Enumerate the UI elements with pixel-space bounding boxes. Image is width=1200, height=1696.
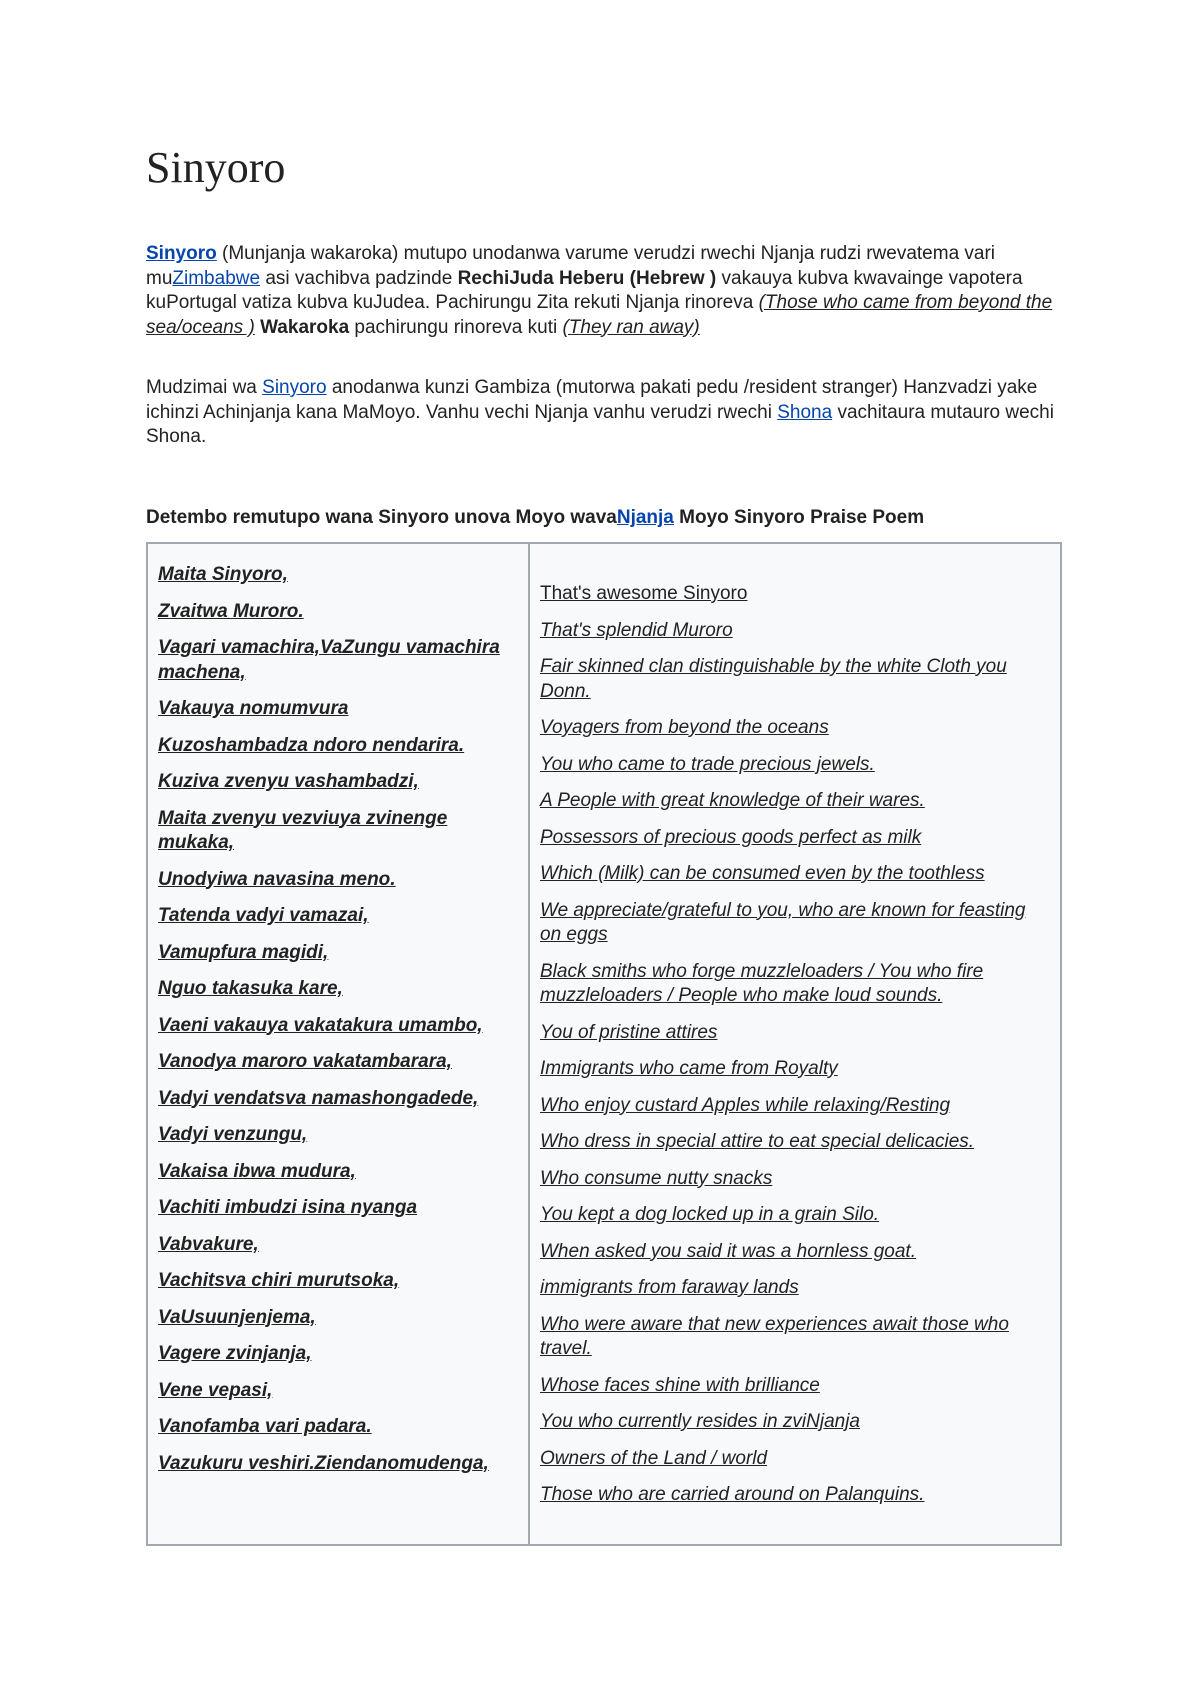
intro-paragraph bbox=[146, 242, 1066, 340]
poem-column-english bbox=[530, 544, 1060, 1544]
english-line: That's splendid Muroro bbox=[540, 619, 733, 641]
english-line: Black smiths who forge muzzleloaders / You who fire muzzleloaders / People who make loud sounds. bbox=[540, 960, 984, 1006]
poem-table bbox=[146, 542, 1062, 1546]
intro-text-5: pachirungu rinoreva kuti bbox=[349, 316, 563, 338]
shona-line: VaUsuunjenjema, bbox=[158, 1306, 316, 1328]
english-line: You of pristine attires bbox=[540, 1021, 718, 1043]
intro-quote-ran-away: (They ran away) bbox=[562, 316, 700, 338]
english-line: You who came to trade precious jewels. bbox=[540, 753, 875, 775]
second-paragraph bbox=[146, 376, 1066, 450]
intro-text-1: (Munjanja wakaroka) mutupo unodanwa varume verudzi rwechi Njanja rudzi rwevatema vari mu bbox=[146, 243, 996, 289]
link-njanja[interactable]: Njanja bbox=[616, 507, 674, 528]
shona-line: Kuzoshambadza ndoro nendarira. bbox=[158, 734, 465, 756]
english-line: That's awesome Sinyoro bbox=[540, 583, 748, 604]
second-text-1: Mudzimai wa bbox=[146, 377, 263, 398]
link-shona[interactable]: Shona bbox=[777, 401, 833, 423]
poem-heading bbox=[146, 507, 924, 529]
english-line: Fair skinned clan distinguishable by the white Cloth you Donn. bbox=[540, 656, 1007, 702]
shona-line: Unodyiwa navasina meno. bbox=[158, 868, 396, 890]
shona-line: Vachitsva chiri murutsoka, bbox=[158, 1270, 400, 1291]
english-line: We appreciate/grateful to you, who are known for feasting on eggs bbox=[540, 899, 1026, 945]
link-zimbabwe[interactable]: Zimbabwe bbox=[172, 267, 261, 289]
english-line: immigrants from faraway lands bbox=[540, 1277, 799, 1298]
shona-line: Vadyi venzungu, bbox=[158, 1124, 308, 1145]
shona-line: Vanofamba vari padara. bbox=[158, 1416, 372, 1437]
intro-text-3: vakauya kubva kwavainge vapotera kuPortugal vatiza kubva kuJudea. Pachirungu Zita rekuti Njanja rinoreva bbox=[146, 267, 1023, 313]
page-title: Sinyoro bbox=[146, 143, 286, 192]
shona-line: Nguo takasuka kare, bbox=[158, 978, 343, 999]
shona-line: Vakaisa ibwa mudura, bbox=[158, 1160, 356, 1182]
english-line: A People with great knowledge of their wares. bbox=[540, 790, 925, 811]
shona-line: Zvaitwa Muroro. bbox=[158, 600, 304, 622]
link-sinyoro-2[interactable]: Sinyoro bbox=[262, 377, 327, 398]
intro-bold-wakaroka: Wakaroka bbox=[260, 316, 350, 338]
intro-text-2: asi vachibva padzinde bbox=[260, 267, 458, 289]
shona-line: Vamupfura magidi, bbox=[158, 941, 329, 963]
english-line: You who currently resides in zviNjanja bbox=[540, 1411, 860, 1432]
english-line: Who were aware that new experiences await those who travel. bbox=[540, 1313, 1009, 1359]
shona-line: Tatenda vadyi vamazai, bbox=[158, 905, 369, 926]
shona-line: Vadyi vendatsva namashongadede, bbox=[158, 1087, 479, 1109]
english-line: Those who are carried around on Palanquins. bbox=[540, 1484, 925, 1505]
shona-line: Kuziva zvenyu vashambadzi, bbox=[158, 771, 419, 792]
english-line: Owners of the Land / world bbox=[540, 1447, 768, 1469]
second-text-2: anodanwa kunzi Gambiza (mutorwa pakati pedu /resident stranger) Hanzvadzi yake ichinzi Achinjanja kana MaMoyo. Vanhu vechi Njanja vanhu verudzi rwechi bbox=[146, 377, 1038, 423]
english-line: Who dress in special attire to eat special delicacies. bbox=[540, 1131, 975, 1152]
poem-heading-text-2: Moyo Sinyoro Praise Poem bbox=[673, 507, 925, 528]
shona-line: Vanodya maroro vakatambarara, bbox=[158, 1051, 452, 1072]
second-text-3: vachitaura mutauro wechi Shona. bbox=[146, 401, 1054, 447]
english-line: When asked you said it was a hornless goat. bbox=[540, 1240, 916, 1262]
link-sinyoro[interactable]: Sinyoro bbox=[146, 243, 217, 264]
english-line: Who consume nutty snacks bbox=[540, 1167, 773, 1189]
poem-column-shona bbox=[148, 544, 530, 1544]
shona-line: Maita zvenyu vezviuya zvinenge mukaka, bbox=[158, 807, 448, 853]
shona-line: Vachiti imbudzi isina nyanga bbox=[158, 1197, 418, 1218]
english-line: Possessors of precious goods perfect as milk bbox=[540, 826, 922, 848]
english-line: Which (Milk) can be consumed even by the toothless bbox=[540, 863, 985, 884]
shona-line: Vaeni vakauya vakatakura umambo, bbox=[158, 1014, 483, 1036]
shona-line: Vazukuru veshiri.Ziendanomudenga, bbox=[158, 1452, 489, 1474]
english-line: Immigrants who came from Royalty bbox=[540, 1058, 838, 1079]
shona-line: Maita Sinyoro, bbox=[158, 564, 288, 585]
shona-line: Vagere zvinjanja, bbox=[158, 1343, 312, 1364]
english-line: Who enjoy custard Apples while relaxing/Resting bbox=[540, 1094, 951, 1116]
english-line: Whose faces shine with brilliance bbox=[540, 1374, 820, 1396]
shona-line: Vene vepasi, bbox=[158, 1379, 273, 1401]
english-line: Voyagers from beyond the oceans bbox=[540, 717, 829, 738]
english-line: You kept a dog locked up in a grain Silo. bbox=[540, 1204, 880, 1225]
poem-heading-text-1: Detembo remutupo wana Sinyoro unova Moyo wava bbox=[146, 507, 617, 528]
intro-quote-beyond-sea: (Those who came from beyond the sea/oceans ) bbox=[146, 292, 1053, 338]
shona-line: Vabvakure, bbox=[158, 1233, 259, 1255]
shona-line: Vakauya nomumvura bbox=[158, 698, 349, 719]
shona-line: Vagari vamachira,VaZungu vamachira machena, bbox=[158, 637, 500, 683]
intro-bold-rechijuda: RechiJuda Heberu (Hebrew ) bbox=[457, 267, 717, 289]
